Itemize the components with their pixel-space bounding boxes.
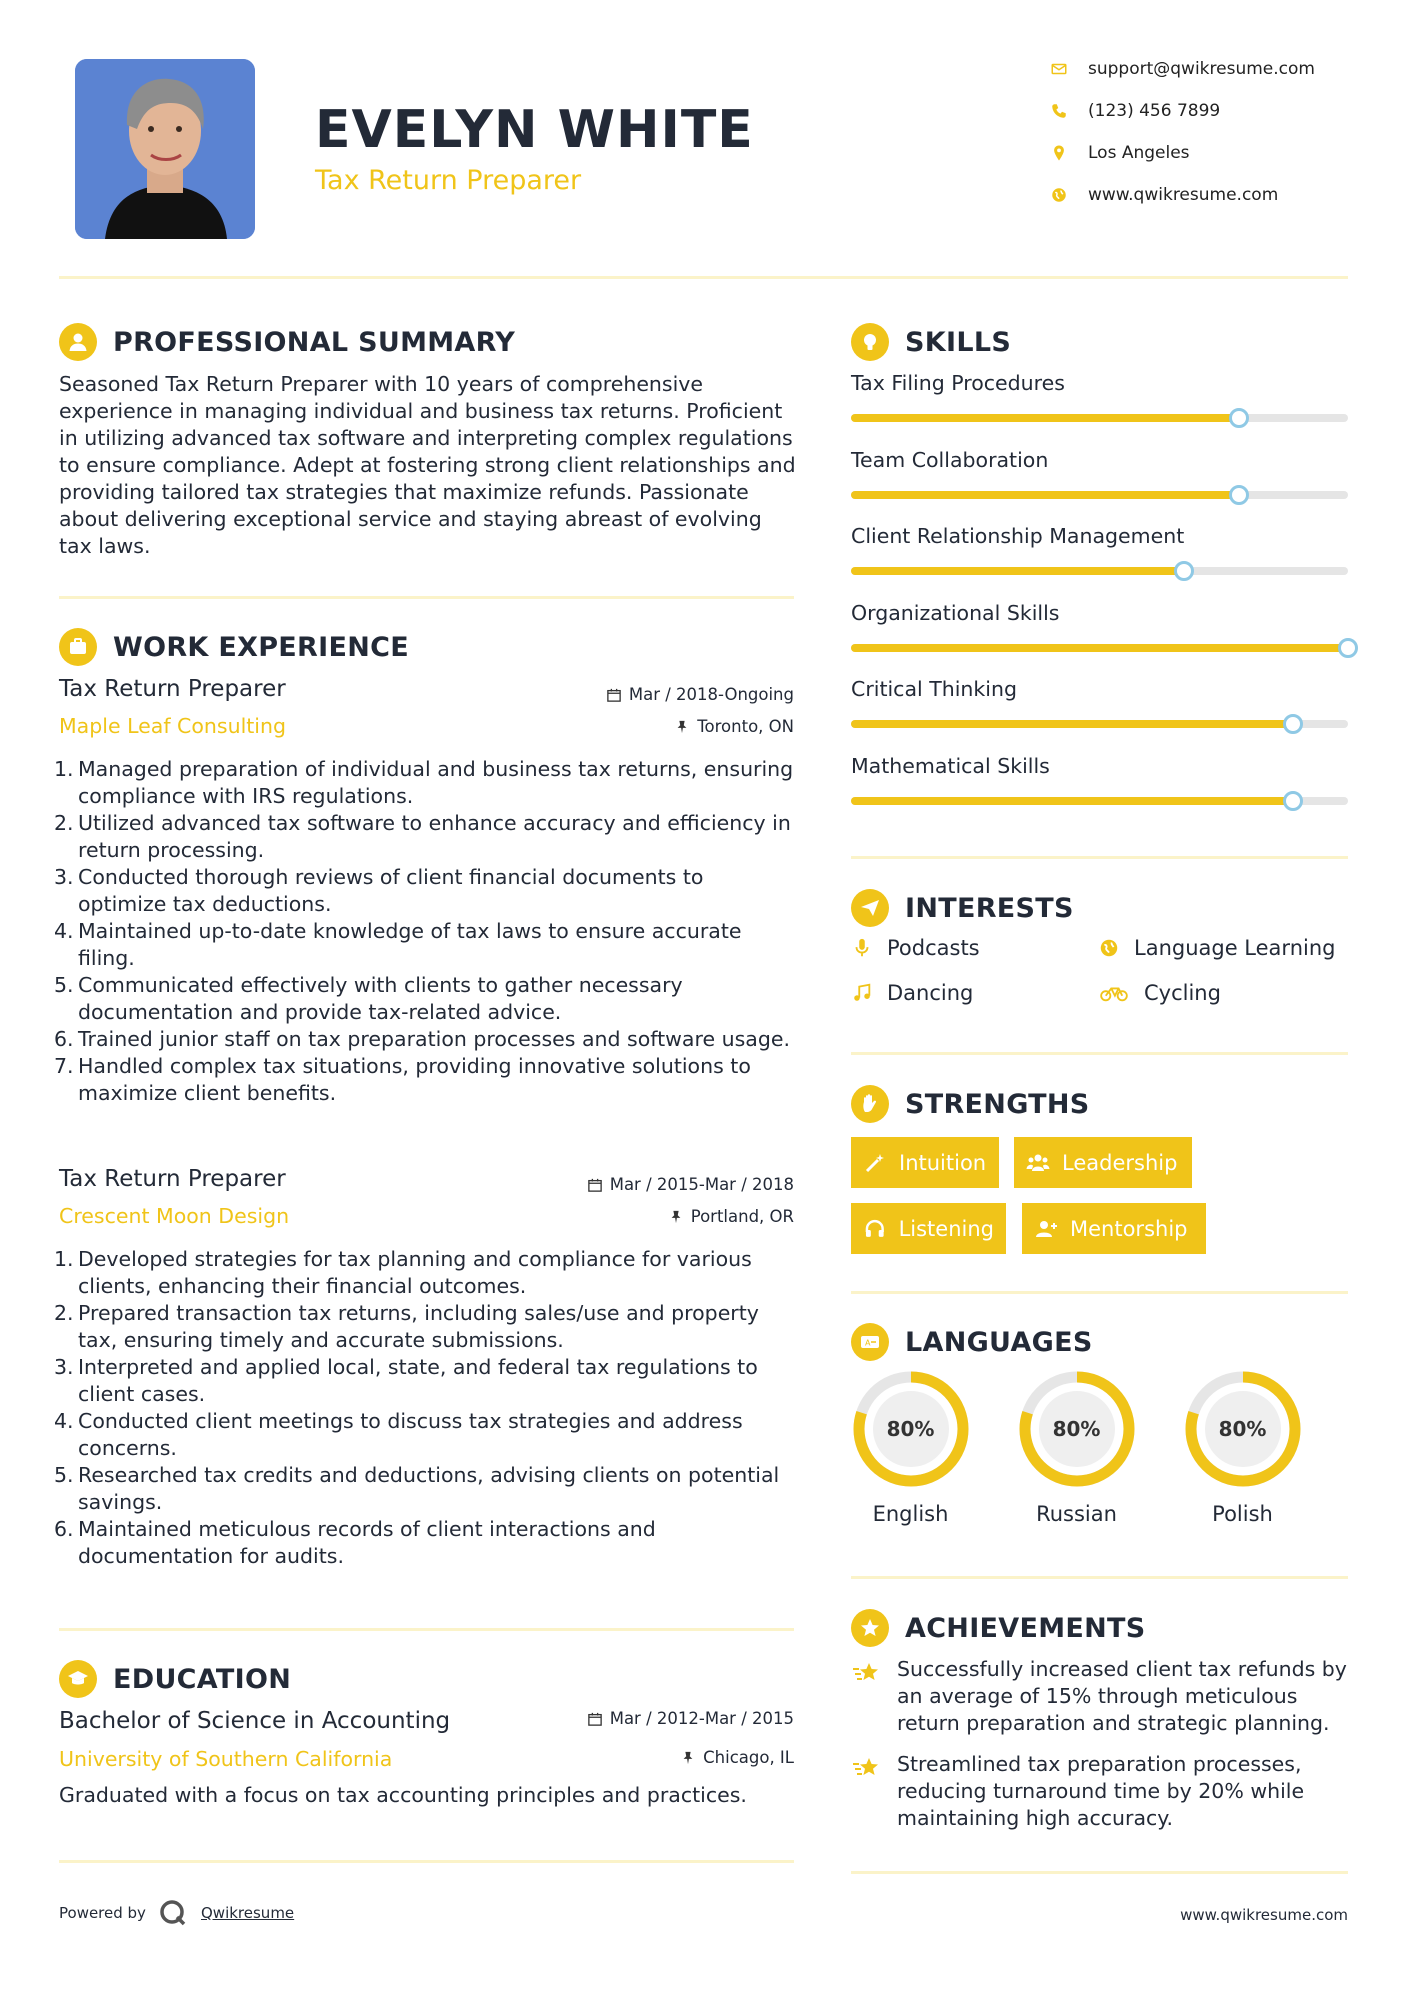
contact-phone[interactable]: [1050, 96, 1350, 126]
languages-divider: [851, 1576, 1348, 1579]
language-percent: 80%: [1218, 1417, 1267, 1441]
job-2-location-text: Portland, OR: [690, 1207, 794, 1226]
list-item: 5. Communicated effectively with clients to gather necessary documentation and provide tax-related advice.: [54, 973, 683, 1024]
job-1-location-text: Toronto, ON: [697, 717, 794, 736]
calendar-icon: [588, 1712, 602, 1726]
contact-email[interactable]: [1050, 54, 1350, 84]
job-2-dates: [500, 1175, 794, 1194]
strengths-title: STRENGTHS: [905, 1088, 1090, 1120]
education-dates-text: Mar / 2012-Mar / 2015: [609, 1709, 794, 1728]
summary-title: PROFESSIONAL SUMMARY: [113, 326, 516, 358]
language-item: [1014, 1368, 1139, 1526]
skill-bar-knob: [1283, 714, 1303, 734]
interest-dancing: [851, 981, 973, 1005]
strengths-divider: [851, 1291, 1348, 1294]
skill-bar: [851, 720, 1348, 728]
skills-heading: [851, 323, 1011, 361]
work-title: WORK EXPERIENCE: [113, 631, 409, 663]
pin-icon: [675, 720, 689, 734]
summary-text: Seasoned Tax Return Preparer with 10 years of comprehensive experience in managing individual and business tax returns. Proficient in utilizing advanced tax software and interpreting complex regulations to ensure compliance. Adept at fostering strong client relationships and providing tailored tax strategies that maximize refunds. Passionate about delivering exceptional service and staying abreast of evolving tax laws.: [59, 372, 796, 558]
headphones-icon: [863, 1217, 887, 1241]
skill-bar-fill: [851, 414, 1239, 422]
contact-email-text: support@qwikresume.com: [1088, 59, 1315, 79]
education-title: EDUCATION: [113, 1663, 292, 1695]
list-item: 3. Interpreted and applied local, state, and federal tax regulations to client cases.: [54, 1355, 758, 1406]
music-icon: [851, 982, 873, 1004]
education-school: University of Southern California: [59, 1747, 393, 1771]
qwikresume-link[interactable]: Qwikresume: [201, 1904, 295, 1922]
job-1-location: [500, 717, 794, 736]
skills-title: SKILLS: [905, 326, 1012, 358]
globe-icon: [1098, 937, 1120, 959]
language-item: [848, 1368, 973, 1526]
contact-location: [1050, 138, 1350, 168]
skill-bar-fill: [851, 797, 1293, 805]
strength-listening: [851, 1203, 1006, 1254]
magic-wand-icon: [863, 1151, 887, 1175]
interest-cycling: [1098, 981, 1221, 1005]
strength-mentorship: [1022, 1203, 1206, 1254]
interest-podcasts: [851, 936, 980, 960]
skill-bar: [851, 644, 1348, 652]
skill-name: Client Relationship Management: [851, 524, 1185, 548]
strength-intuition: [851, 1137, 999, 1188]
education-dates: [500, 1709, 794, 1728]
achievement-text: Streamlined tax preparation processes, reducing turnaround time by 20% while maintaining high accuracy.: [897, 1752, 1305, 1830]
skill-bar: [851, 567, 1348, 575]
language-name: Polish: [1212, 1502, 1273, 1526]
list-item: 1. Developed strategies for tax planning and compliance for various clients, enhancing their financial outcomes.: [54, 1247, 752, 1298]
list-item: 2. Utilized advanced tax software to enhance accuracy and efficiency in return processing.: [54, 811, 791, 862]
job-1-company: Maple Leaf Consulting: [59, 714, 287, 738]
star-icon: [851, 1752, 883, 1784]
interests-title: INTERESTS: [905, 892, 1074, 924]
skill-name: Tax Filing Procedures: [851, 371, 1065, 395]
achievements-title: ACHIEVEMENTS: [905, 1612, 1146, 1644]
svg-text:A: A: [865, 1338, 871, 1348]
briefcase-icon: [59, 628, 97, 666]
skill-name: Critical Thinking: [851, 677, 1017, 701]
skill-bar-knob: [1229, 408, 1249, 428]
skill-bar: [851, 797, 1348, 805]
lightbulb-icon: [851, 323, 889, 361]
interests-heading: [851, 889, 1074, 927]
language-name: Russian: [1036, 1502, 1117, 1526]
job-2-duties: [54, 1246, 794, 1570]
skill-bar-knob: [1174, 561, 1194, 581]
strength-leadership: [1014, 1137, 1192, 1188]
job-2-location: [500, 1207, 794, 1226]
language-name: English: [872, 1502, 949, 1526]
map-pin-icon: [1050, 144, 1068, 162]
interest-label: Language Learning: [1134, 936, 1336, 960]
list-item: 3. Conducted thorough reviews of client financial documents to optimize tax deductions.: [54, 865, 704, 916]
hand-icon: [851, 1085, 889, 1123]
skill-bar-fill: [851, 644, 1348, 652]
interest-language-learning: [1098, 936, 1335, 960]
education-divider: [59, 1860, 794, 1863]
work-heading: [59, 628, 409, 666]
achievement-item: [851, 1656, 1351, 1737]
interest-label: Podcasts: [887, 936, 980, 960]
achievements-divider: [851, 1871, 1348, 1874]
list-item: 7. Handled complex tax situations, providing innovative solutions to maximize client benefits.: [54, 1054, 751, 1105]
interest-label: Cycling: [1144, 981, 1221, 1005]
skill-bar: [851, 414, 1348, 422]
achievements-heading: [851, 1609, 1146, 1647]
list-item: 4. Maintained up-to-date knowledge of tax laws to ensure accurate filing.: [54, 919, 742, 970]
skill-name: Mathematical Skills: [851, 753, 1050, 778]
languages-title: LANGUAGES: [905, 1326, 1093, 1358]
list-item: 6. Maintained meticulous records of client interactions and documentation for audits.: [54, 1517, 656, 1568]
pin-icon: [669, 1210, 683, 1224]
powered-by: Powered by: [59, 1904, 146, 1922]
users-icon: [1026, 1151, 1050, 1175]
education-location: [500, 1748, 794, 1767]
education-location-text: Chicago, IL: [703, 1748, 794, 1767]
strength-label: Mentorship: [1070, 1216, 1188, 1241]
candidate-role: Tax Return Preparer: [315, 165, 582, 196]
star-icon: [851, 1657, 883, 1689]
list-item: 2. Prepared transaction tax returns, including sales/use and property tax, ensuring timely and accurate submissions.: [54, 1301, 759, 1352]
footer-website[interactable]: www.qwikresume.com: [1180, 1906, 1348, 1924]
language-percent: 80%: [886, 1417, 935, 1441]
work-divider: [59, 1628, 794, 1631]
job-1-duties: [54, 756, 794, 1107]
skill-bar-fill: [851, 720, 1293, 728]
achievement-item: [851, 1751, 1351, 1832]
contact-location-text: Los Angeles: [1088, 143, 1190, 163]
header-divider: [59, 276, 1348, 279]
qwikresume-logo-icon: [158, 1898, 188, 1928]
interests-divider: [851, 1052, 1348, 1055]
education-heading: [59, 1660, 291, 1698]
job-1-dates: [500, 685, 794, 704]
skill-bar: [851, 491, 1348, 499]
interest-label: Dancing: [887, 981, 974, 1005]
skill-name: Team Collaboration: [851, 447, 1049, 472]
phone-icon: [1050, 102, 1068, 120]
microphone-icon: [851, 937, 873, 959]
calendar-icon: [588, 1178, 602, 1192]
job-1-title: Tax Return Preparer: [59, 676, 286, 702]
calendar-icon: [607, 688, 621, 702]
job-2-company: Crescent Moon Design: [59, 1204, 290, 1228]
strengths-heading: [851, 1085, 1090, 1123]
skill-bar-knob: [1338, 638, 1358, 658]
language-ring: [1182, 1368, 1304, 1490]
bicycle-icon: [1098, 982, 1130, 1004]
list-item: 6. Trained junior staff on tax preparation processes and software usage.: [54, 1027, 790, 1051]
job-2-title: Tax Return Preparer: [59, 1166, 286, 1192]
education-degree: Bachelor of Science in Accounting: [59, 1708, 451, 1734]
user-plus-icon: [1034, 1217, 1058, 1241]
profile-photo: [75, 59, 255, 239]
globe-icon: [1050, 186, 1068, 204]
envelope-icon: [1050, 60, 1068, 78]
job-2-dates-text: Mar / 2015-Mar / 2018: [609, 1175, 794, 1194]
skill-bar-knob: [1229, 485, 1249, 505]
paper-plane-icon: [851, 889, 889, 927]
language-ring: [1016, 1368, 1138, 1490]
graduation-icon: [59, 1660, 97, 1698]
language-ring: [850, 1368, 972, 1490]
strength-label: Leadership: [1062, 1150, 1178, 1175]
skill-bar-fill: [851, 567, 1184, 575]
skill-bar-fill: [851, 491, 1239, 499]
pin-icon: [681, 1751, 695, 1765]
contact-website-text: www.qwikresume.com: [1088, 185, 1279, 205]
summary-divider: [59, 596, 794, 599]
skill-bar-knob: [1283, 791, 1303, 811]
language-item: [1180, 1368, 1305, 1526]
job-1-dates-text: Mar / 2018-Ongoing: [628, 685, 794, 704]
language-icon: [851, 1323, 889, 1361]
summary-heading: [59, 323, 515, 361]
strength-label: Intuition: [899, 1150, 987, 1175]
skill-name: Organizational Skills: [851, 600, 1060, 625]
achievement-text: Successfully increased client tax refunds by an average of 15% through meticulous return preparation and strategic planning.: [897, 1657, 1347, 1735]
languages-heading: [851, 1323, 1093, 1361]
list-item: 1. Managed preparation of individual and business tax returns, ensuring compliance with IRS regulations.: [54, 757, 794, 808]
education-text: Graduated with a focus on tax accounting principles and practices.: [59, 1783, 747, 1807]
strength-label: Listening: [898, 1216, 994, 1241]
user-icon: [59, 323, 97, 361]
list-item: 4. Conducted client meetings to discuss tax strategies and address concerns.: [54, 1409, 743, 1460]
list-item: 5. Researched tax credits and deductions, advising clients on potential savings.: [54, 1463, 780, 1514]
contact-website[interactable]: [1050, 180, 1350, 210]
contact-phone-text: (123) 456 7899: [1088, 101, 1221, 121]
candidate-name: EVELYN WHITE: [315, 100, 754, 160]
skills-divider: [851, 856, 1348, 859]
star-badge-icon: [851, 1609, 889, 1647]
language-percent: 80%: [1052, 1417, 1101, 1441]
